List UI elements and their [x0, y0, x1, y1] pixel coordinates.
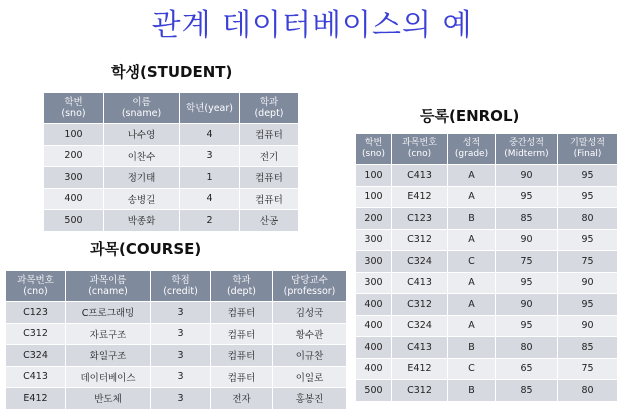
table-row — [44, 167, 299, 189]
table-cell: C324 — [6, 345, 66, 367]
column-header — [240, 93, 299, 124]
column-header-label: 학년(year) — [186, 102, 233, 114]
table-cell: 90 — [496, 165, 558, 187]
column-header-label: 담당교수 — [291, 275, 328, 286]
table-row — [6, 345, 347, 367]
table-cell: A — [448, 294, 496, 316]
table-cell: C413 — [392, 272, 448, 294]
table-cell: 75 — [558, 251, 618, 273]
table-row — [44, 145, 299, 167]
table-cell: 3 — [151, 366, 211, 388]
table-cell: 400 — [356, 315, 392, 337]
table-cell: 100 — [44, 124, 104, 146]
table-cell: C413 — [392, 165, 448, 187]
table-row — [44, 124, 299, 146]
column-header — [392, 134, 448, 165]
table-cell: A — [448, 186, 496, 208]
table-cell: 85 — [496, 380, 558, 402]
column-header-label: 과목번호 — [402, 138, 437, 148]
table-cell: 95 — [496, 272, 558, 294]
table-cell: 300 — [44, 167, 104, 189]
table-cell: 95 — [558, 229, 618, 251]
table-cell: 90 — [496, 294, 558, 316]
column-header-label: 학과 — [232, 275, 251, 286]
table-header-row — [44, 93, 299, 124]
table-cell: 컴퓨터 — [240, 167, 299, 189]
table-cell: 컴퓨터 — [211, 302, 273, 324]
table-cell: 4 — [180, 124, 240, 146]
table-row — [356, 229, 618, 251]
column-header — [356, 134, 392, 165]
table-cell: 3 — [151, 345, 211, 367]
table-cell: 3 — [151, 388, 211, 410]
course-table — [5, 270, 347, 410]
table-cell: 컴퓨터 — [211, 366, 273, 388]
table-cell: 정기태 — [104, 167, 180, 189]
table-cell: 95 — [496, 315, 558, 337]
enrol-table — [355, 133, 618, 402]
table-cell: C413 — [392, 337, 448, 359]
column-header-label: 성적 — [462, 138, 481, 148]
table-cell: 85 — [496, 208, 558, 230]
table-cell: C312 — [392, 294, 448, 316]
table-cell: B — [448, 380, 496, 402]
column-header-field: (cno) — [23, 286, 48, 297]
column-header-field: (professor) — [283, 286, 336, 297]
table-cell: 500 — [356, 380, 392, 402]
table-cell: 75 — [496, 251, 558, 273]
table-row — [356, 380, 618, 402]
table-cell: 송병길 — [104, 188, 180, 210]
table-cell: C413 — [6, 366, 66, 388]
table-row — [356, 272, 618, 294]
column-header — [6, 271, 66, 302]
table-cell: 300 — [356, 229, 392, 251]
column-header-label: 이름 — [132, 97, 151, 108]
table-cell: 100 — [356, 186, 392, 208]
table-row — [356, 358, 618, 380]
column-header-label: 학과 — [259, 97, 279, 108]
table-cell: E412 — [6, 388, 66, 410]
table-cell: 500 — [44, 210, 104, 232]
column-header — [104, 93, 180, 124]
table-row — [44, 188, 299, 210]
table-cell: 박종화 — [104, 210, 180, 232]
table-cell: 400 — [44, 188, 104, 210]
table-cell: 100 — [356, 165, 392, 187]
table-cell: 컴퓨터 — [240, 124, 299, 146]
column-header — [448, 134, 496, 165]
column-header-field: (cname) — [88, 286, 128, 297]
column-header — [211, 271, 273, 302]
table-cell: E412 — [392, 186, 448, 208]
column-header-label: 학번 — [64, 97, 83, 108]
table-cell: 화일구조 — [66, 345, 151, 367]
table-cell: A — [448, 229, 496, 251]
column-header-field: (grade) — [454, 149, 489, 159]
table-row — [356, 165, 618, 187]
table-cell: A — [448, 165, 496, 187]
student-table-title: 학생(STUDENT) — [111, 63, 233, 81]
table-cell: 3 — [151, 323, 211, 345]
table-row — [356, 186, 618, 208]
table-cell: 전자 — [211, 388, 273, 410]
table-cell: 300 — [356, 272, 392, 294]
table-cell: 3 — [180, 145, 240, 167]
enrol-table-title: 등록(ENROL) — [420, 107, 520, 125]
table-cell: C324 — [392, 315, 448, 337]
table-cell: 95 — [558, 294, 618, 316]
table-cell: 200 — [356, 208, 392, 230]
table-cell: 김성국 — [273, 302, 347, 324]
column-header — [44, 93, 104, 124]
table-cell: C324 — [392, 251, 448, 273]
table-cell: 3 — [151, 302, 211, 324]
table-row — [356, 315, 618, 337]
table-row — [6, 366, 347, 388]
column-header — [151, 271, 211, 302]
table-cell: 95 — [496, 186, 558, 208]
table-cell: B — [448, 208, 496, 230]
column-header-field: (Midterm) — [504, 149, 549, 159]
table-cell: 컴퓨터 — [211, 345, 273, 367]
column-header — [273, 271, 347, 302]
column-header-field: (dept) — [254, 108, 284, 119]
column-header-field: (credit) — [163, 286, 198, 297]
table-cell: 80 — [496, 337, 558, 359]
table-row — [6, 388, 347, 410]
table-cell: 90 — [558, 315, 618, 337]
table-cell: 자료구조 — [66, 323, 151, 345]
slide-title: 관계 데이터베이스의 예 — [151, 8, 473, 43]
table-row — [6, 323, 347, 345]
table-cell: C312 — [392, 380, 448, 402]
table-cell: 90 — [558, 272, 618, 294]
table-cell: 300 — [356, 251, 392, 273]
table-row — [356, 294, 618, 316]
column-header — [180, 93, 240, 124]
table-cell: 400 — [356, 337, 392, 359]
column-header-field: (Final) — [573, 149, 602, 159]
table-cell: C — [448, 251, 496, 273]
table-row — [356, 208, 618, 230]
table-cell: 컴퓨터 — [211, 323, 273, 345]
column-header-field: (dept) — [226, 286, 257, 297]
table-cell: 이찬수 — [104, 145, 180, 167]
table-cell: 전기 — [240, 145, 299, 167]
table-cell: 2 — [180, 210, 240, 232]
column-header — [66, 271, 151, 302]
table-row — [6, 302, 347, 324]
column-header-label: 과목번호 — [17, 275, 54, 286]
table-cell: B — [448, 337, 496, 359]
table-cell: 산공 — [240, 210, 299, 232]
table-row — [356, 251, 618, 273]
column-header-field: (cno) — [407, 149, 432, 159]
student-table — [43, 92, 299, 232]
table-cell: 80 — [558, 208, 618, 230]
table-cell: C — [448, 358, 496, 380]
table-cell: 4 — [180, 188, 240, 210]
table-cell: 이일로 — [273, 366, 347, 388]
table-header-row — [6, 271, 347, 302]
column-header — [558, 134, 618, 165]
table-cell: 컴퓨터 — [240, 188, 299, 210]
table-cell: 데이터베이스 — [66, 366, 151, 388]
table-cell: 75 — [558, 358, 618, 380]
table-cell: 80 — [558, 380, 618, 402]
course-table-title: 과목(COURSE) — [90, 240, 202, 258]
table-cell: C312 — [6, 323, 66, 345]
table-cell: 95 — [558, 186, 618, 208]
table-header-row — [356, 134, 618, 165]
column-header-field: (sno) — [61, 108, 86, 119]
column-header-field: (sno) — [362, 149, 385, 159]
column-header-label: 기말성적 — [570, 138, 605, 148]
table-cell: 나수영 — [104, 124, 180, 146]
column-header-label: 학점 — [171, 275, 190, 286]
table-cell: 1 — [180, 167, 240, 189]
table-cell: E412 — [392, 358, 448, 380]
table-cell: 400 — [356, 358, 392, 380]
table-cell: 반도체 — [66, 388, 151, 410]
table-cell: A — [448, 315, 496, 337]
table-cell: 400 — [356, 294, 392, 316]
table-cell: C123 — [392, 208, 448, 230]
table-row — [356, 337, 618, 359]
table-cell: 65 — [496, 358, 558, 380]
table-cell: 200 — [44, 145, 104, 167]
column-header-field: (sname) — [121, 108, 162, 119]
column-header — [496, 134, 558, 165]
table-cell: 홍봉진 — [273, 388, 347, 410]
column-header-label: 중간성적 — [509, 138, 544, 148]
table-cell: 95 — [558, 165, 618, 187]
table-cell: 85 — [558, 337, 618, 359]
table-cell: A — [448, 272, 496, 294]
table-cell: 황수관 — [273, 323, 347, 345]
table-cell: 이규찬 — [273, 345, 347, 367]
table-row — [44, 210, 299, 232]
table-cell: C프로그래밍 — [66, 302, 151, 324]
column-header-label: 과목이름 — [89, 275, 127, 286]
table-cell: C123 — [6, 302, 66, 324]
column-header-label: 학번 — [364, 138, 383, 148]
table-cell: C312 — [392, 229, 448, 251]
table-cell: 90 — [496, 229, 558, 251]
